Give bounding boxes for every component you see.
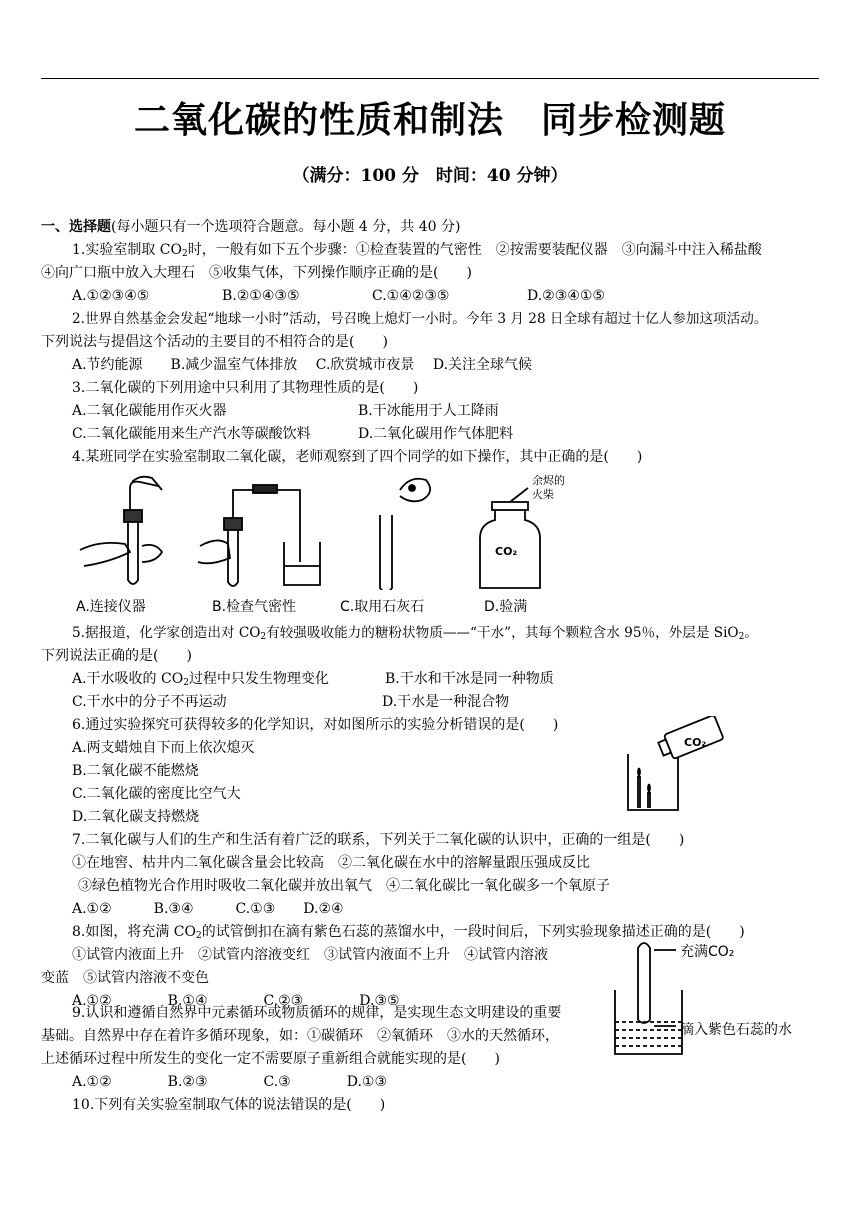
q9-line1: 9.认识和遵循自然界中元素循环或物质循环的规律，是实现生态文明建设的重要 (72, 1005, 562, 1021)
q1-option-b: B.②①④③⑤ (222, 288, 300, 304)
q5-text-b: 有较强吸收能力的糖粉状物质——“干水”，其每个颗粒含水 95％，外层是 SiO (266, 625, 739, 641)
q3-option-c: C.二氧化碳能用来生产汽水等碳酸饮料 (72, 426, 311, 442)
fig-c-label: C.取用石灰石 (340, 599, 425, 615)
q5-line2: 下列说法正确的是( ) (41, 648, 192, 664)
q6-stem: 6.通过实验探究可获得较多的化学知识，对如图所示的实验分析错误的是( ) (72, 717, 559, 733)
q5-text-c: 。 (744, 625, 758, 641)
q5-text-a: 5.据报道，化学家创造出对 CO (72, 625, 261, 641)
q5-option-d: D.干水是一种混合物 (382, 694, 510, 710)
q6-option-c: C.二氧化碳的密度比空气大 (72, 786, 241, 802)
q9-line3: 上述循环过程中所发生的变化一定不需要原子重新组合就能实现的是( ) (41, 1051, 500, 1067)
q3-option-d: D.二氧化碳用作气体肥料 (358, 426, 514, 442)
sub-2: 2 (260, 632, 267, 642)
q3-option-a: A.二氧化碳能用作灭火器 (72, 403, 227, 419)
fig-d-note2: 火柴 (532, 488, 554, 501)
q5-option-c: C.干水中的分子不再运动 (72, 694, 227, 710)
q7-options: A.①② B.③④ C.①③ D.②④ (72, 901, 344, 917)
q1-line1 (72, 241, 762, 259)
q5-option-a (72, 670, 329, 688)
q4-stem: 4.某班同学在实验室制取二氧化碳，老师观察到了四个同学的如下操作，其中正确的是( ) (72, 449, 643, 465)
q6-option-b: B.二氧化碳不能燃烧 (72, 763, 199, 779)
q6-candle-figure (618, 716, 728, 816)
q7-line3: ③绿色植物光合作用时吸收二氧化碳并放出氧气 ④二氧化碳比一氧化碳多一个氧原子 (78, 878, 610, 894)
fig-d-note1: 余烬的 (532, 474, 565, 487)
q5-option-a-rest: 过程中只发生物理变化 (188, 671, 329, 687)
section-heading (41, 218, 460, 236)
q6-option-d: D.二氧化碳支持燃烧 (72, 809, 200, 825)
q6-fig-label: CO₂ (684, 736, 707, 749)
fig-a-label: A.连接仪器 (76, 599, 146, 615)
q1-option-d: D.②③④①⑤ (527, 288, 605, 304)
q2-line2: 下列说法与提倡这个活动的主要目的不相符合的是( ) (41, 334, 388, 350)
q1-line2: ④向广口瓶中放入大理石 ⑤收集气体，下列操作顺序正确的是( ) (41, 265, 472, 281)
q3-stem: 3.二氧化碳的下列用途中只利用了其物理性质的是( ) (72, 380, 419, 396)
fig-c-take-limestone (380, 479, 430, 590)
q8-fig-bottom-label: 滴入紫色石蕊的水 (680, 1022, 792, 1038)
q2-options: A.节约能源 B.减少温室气体排放 C.欣赏城市夜景 D.关注全球气候 (72, 357, 533, 373)
q1-option-c: C.①④②③⑤ (372, 288, 450, 304)
q2-line1: 2.世界自然基金会发起“地球一小时”活动，号召晚上熄灯一小时。今年 3 月 28 日全球有超过十亿人参加这项活动。 (72, 311, 768, 327)
q1-text-a: 1.实验室制取 CO (72, 242, 182, 258)
q10-stem: 10.下列有关实验室制取气体的说法错误的是( ) (72, 1097, 386, 1113)
q5-line1 (72, 624, 758, 642)
q7-stem: 7.二氧化碳与人们的生产和生活有着广泛的联系，下列关于二氧化碳的认识中，正确的一组是( ) (72, 832, 685, 848)
fig-d-check-full (480, 488, 540, 588)
fig-b-check-airtightness (198, 485, 320, 586)
q6-option-a: A.两支蜡烛自下而上依次熄灭 (72, 740, 255, 756)
q4-apparatus-figures (70, 470, 570, 590)
sub-2: 2 (183, 678, 189, 688)
sub-2: 2 (738, 632, 745, 642)
q7-line2: ①在地窖、枯井内二氧化碳含量会比较高 ②二氧化碳在水中的溶解量跟压强成反比 (72, 855, 590, 871)
fig-b-label: B.检查气密性 (212, 599, 297, 615)
q9-line2: 基础。自然界中存在着许多循环现象，如：①碳循环 ②氧循环 ③水的天然循环， (41, 1028, 559, 1044)
q8-stem-b: 的试管倒扣在滴有紫色石蕊的蒸馏水中，一段时间后，下列实验现象描述正确的是( ) (201, 924, 745, 940)
sub-2: 2 (182, 249, 188, 259)
q1-option-a: A.①②③④⑤ (72, 288, 150, 304)
fig-d-bottle-label: CO₂ (495, 545, 518, 558)
q8-line3: 变蓝 ⑤试管内溶液不变色 (41, 970, 209, 986)
section-title: 一、选择题 (41, 219, 111, 235)
fig-a-connect-apparatus (80, 477, 162, 584)
fig-d-label: D.验满 (484, 599, 528, 615)
q1-text-b: 时，一般有如下五个步骤：①检查装置的气密性 ②按需要装配仪器 ③向漏斗中注入稀盐酸 (187, 242, 762, 258)
q8-line2: ①试管内液面上升 ②试管内溶液变红 ③试管内液面不上升 ④试管内溶液 (72, 947, 548, 963)
page-title: 二氧化碳的性质和制法 同步检测题 (133, 100, 726, 141)
q9-options: A.①② B.②③ C.③ D.①③ (72, 1074, 387, 1090)
q5-option-b: B.干水和干冰是同一种物质 (385, 671, 554, 687)
q8-fig-top-label: 充满CO₂ (680, 944, 735, 960)
header-rule (41, 78, 819, 79)
q8-test-tube-figure (610, 930, 840, 1060)
sub-2: 2 (196, 931, 202, 941)
section-note: (每小题只有一个选项符合题意。每小题 4 分，共 40 分) (111, 219, 461, 235)
q3-option-b: B.干冰能用于人工降雨 (358, 403, 499, 419)
page-subtitle: （满分：100 分 时间：40 分钟） (292, 166, 568, 186)
q5-option-a-text: A.干水吸收的 CO (72, 671, 184, 687)
q8-options: A.①② B.①④ C.②③ D.③⑤ (72, 993, 400, 1009)
q8-stem-a: 8.如图，将充满 CO (72, 924, 196, 940)
